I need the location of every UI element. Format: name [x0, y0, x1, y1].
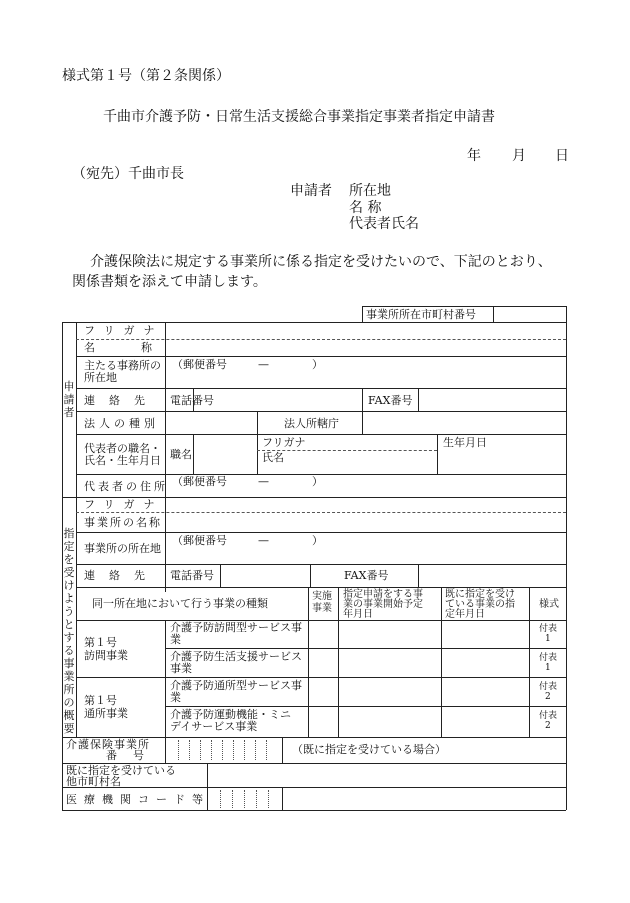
main-office-label-line1: 主たる事務所の	[84, 359, 161, 372]
implement-header-line1: 実施	[312, 591, 332, 602]
section-applicant-label: 申請者	[63, 380, 75, 419]
corp-authority-label: 法人所轄庁	[284, 417, 339, 430]
appendix2-label-line2: 1	[545, 663, 551, 673]
applicant-fax-label: FAX番号	[368, 394, 413, 407]
rep-address-postal-label: （郵便番号	[172, 475, 227, 488]
office-contact-label: 連絡先	[84, 569, 159, 582]
group2-label-line2: 通所事業	[84, 707, 128, 720]
body-text-line1: 介護保険法に規定する事業所に係る指定を受けたいので、下記のとおり、	[90, 254, 552, 270]
existing-header-line3: 定年月日	[445, 609, 485, 620]
applicant-furigana-label: フリガナ	[84, 324, 164, 337]
applicant-phone-label: 電話番号	[170, 394, 214, 407]
office-postal-dash: —	[258, 534, 269, 547]
rep-address-postal-dash: —	[258, 475, 269, 488]
office-phone-label: 電話番号	[170, 569, 214, 582]
insurance-number-label-line2: 番号	[106, 749, 160, 762]
group1-label-line2: 訪問事業	[84, 649, 128, 662]
applicant-name-row-label: 名称	[84, 341, 198, 354]
rep-address-label: 代表者の住所	[84, 480, 168, 493]
insurance-number-note: （既に指定を受けている場合）	[292, 743, 446, 756]
existing-header-line1: 既に指定を受け	[445, 589, 515, 600]
form-number: 様式第１号（第２条関係）	[62, 68, 230, 84]
body-text-line2: 関係書類を添えて申請します。	[72, 274, 267, 290]
addressee: （宛先）千曲市長	[72, 166, 184, 182]
rep-address-postal-close: ）	[312, 475, 323, 488]
office-postal-label: （郵便番号	[172, 534, 227, 547]
main-office-postal-label: （郵便番号	[172, 358, 227, 371]
applicant-rep-label: 代表者氏名	[349, 216, 419, 232]
main-office-postal-dash: —	[258, 358, 269, 371]
medical-code-label: 医療機関コード等	[66, 793, 210, 806]
office-fax-label: FAX番号	[344, 569, 389, 582]
svc3-label-line1: 介護予防通所型サービス事	[170, 679, 302, 692]
svc2-label-line2: 事業	[170, 662, 192, 675]
svc3-label-line2: 業	[170, 691, 181, 704]
appendix3-label-line1: 付表	[539, 682, 558, 692]
office-postal-close: ）	[312, 534, 323, 547]
other-city-label-line2: 他市町村名	[66, 775, 121, 788]
rep-furigana-label: フリガナ	[262, 436, 306, 449]
main-office-label-line2: 所在地	[84, 371, 117, 384]
implement-header-line2: 事業	[312, 603, 332, 614]
start-date-header-line1: 指定申請をする事	[343, 589, 423, 600]
insurance-number-label-line1: 介護保険事業所	[66, 738, 150, 751]
rep-info-label-line1: 代表者の職名・	[84, 442, 161, 455]
format-header: 様式	[539, 599, 559, 610]
svc2-label-line1: 介護予防生活支援サービス	[170, 650, 302, 663]
date-month-label: 月	[512, 148, 526, 164]
rep-name-label: 氏名	[262, 451, 284, 464]
date-year-label: 年	[467, 148, 481, 164]
group2-label-line1: 第１号	[84, 694, 117, 707]
appendix3-label-line2: 2	[545, 692, 551, 702]
office-name-label: 事業所の名称	[84, 516, 162, 529]
corp-type-label: 法人の種別	[84, 417, 159, 430]
date-day-label: 日	[555, 148, 569, 164]
other-city-label-line1: 既に指定を受けている	[66, 764, 176, 777]
appendix4-label-line2: 2	[545, 721, 551, 731]
office-code-label: 事業所所在市町村番号	[366, 308, 476, 321]
svc1-label-line1: 介護予防訪問型サービス事	[170, 621, 302, 634]
rep-info-label-line2: 氏名・生年月日	[84, 454, 161, 467]
appendix4-label-line1: 付表	[539, 711, 558, 721]
services-header: 同一所在地において行う事業の種類	[92, 597, 268, 610]
section-office-label: 指定を受けようとする事業所の概要	[63, 527, 75, 735]
rep-position-label: 職名	[170, 448, 192, 461]
applicant-label: 申請者	[290, 183, 332, 199]
form-title: 千曲市介護予防・日常生活支援総合事業指定事業者指定申請書	[103, 109, 495, 125]
start-date-header-line2: 業の事業開始予定	[343, 599, 423, 610]
applicant-contact-label: 連絡先	[84, 394, 159, 407]
group1-label-line1: 第１号	[84, 636, 117, 649]
svc4-label-line2: デイサービス事業	[170, 720, 258, 733]
appendix2-label-line1: 付表	[539, 653, 558, 663]
applicant-name-label: 名 称	[349, 200, 382, 216]
rep-birthdate-label: 生年月日	[443, 436, 487, 449]
svc4-label-line1: 介護予防運動機能・ミニ	[170, 708, 291, 721]
main-office-postal-close: ）	[312, 358, 323, 371]
existing-header-line2: ている事業の指	[445, 599, 515, 610]
appendix1-label-line1: 付表	[539, 624, 558, 634]
applicant-address-label: 所在地	[349, 183, 391, 199]
office-address-label: 事業所の所在地	[84, 542, 161, 555]
appendix1-label-line2: 1	[545, 634, 551, 644]
svc1-label-line2: 業	[170, 633, 181, 646]
start-date-header-line3: 年月日	[343, 609, 373, 620]
office-furigana-label: フリガナ	[84, 498, 164, 511]
